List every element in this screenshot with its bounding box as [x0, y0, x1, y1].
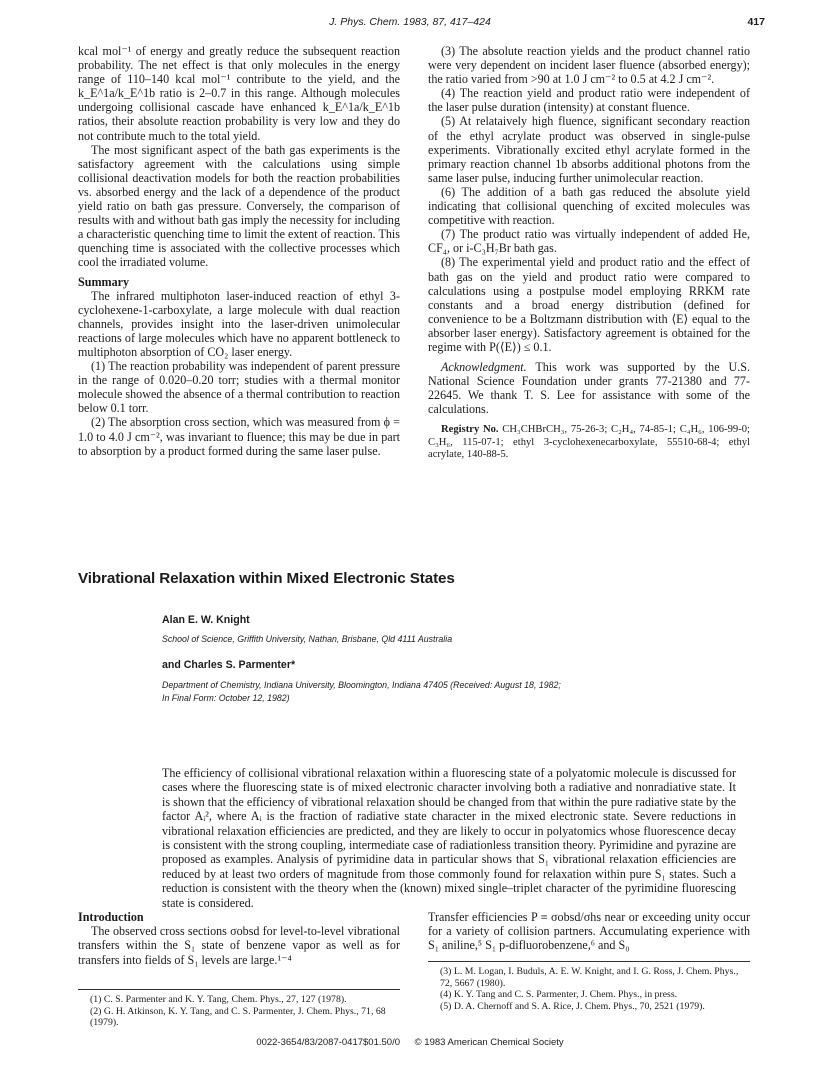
acknowledgment	[428, 360, 750, 416]
affiliation-2-line-2: In Final Form: October 12, 1982)	[162, 693, 290, 703]
paragraph: The most significant aspect of the bath gas experiments is the satisfactory agreement with the calculations using simple collisional deactivation models for both the reaction probabilities vs. absorbed energy and the lack of a dependence of the product yield ratio on bath gas pressure. Conversely, the comparison of results with and without bath gas imply the necessity for including a characteristic quenching time to limit the extent of reaction. This quenching time is associated with the collective processes which cool the irradiated volume.	[78, 142, 400, 270]
right-column	[428, 44, 750, 462]
footer-copyright: © 1983 American Chemical Society	[414, 1037, 564, 1048]
paragraph: (7) The product ratio was virtually independent of added He, CF₄, or i-C₃H₇Br bath gas.	[428, 227, 750, 256]
registry-numbers	[428, 424, 750, 462]
affiliation-1: School of Science, Griffith University, Nathan, Brisbane, Qld 4111 Australia	[162, 634, 453, 644]
left-column	[78, 44, 400, 458]
footnote: (1) C. S. Parmenter and K. Y. Tang, Chem. Phys., 27, 127 (1978).	[90, 994, 347, 1005]
article-title: Vibrational Relaxation within Mixed Electronic States	[78, 570, 455, 587]
introduction-right: Transfer efficiencies P ≡ σobsd/σhs near or exceeding unity occur for a variety of collision partners. Accumulating experience with S₁ aniline,⁵ S₁ p-difluorobenzene,⁶ and S₀	[428, 910, 750, 953]
page-number: 417	[747, 16, 765, 28]
page-footer	[0, 1037, 820, 1048]
author-1: Alan E. W. Knight	[162, 614, 250, 626]
affiliation-2-line-1: Department of Chemistry, Indiana University, Bloomington, Indiana 47405 (Received: August 18, 1982;	[162, 680, 561, 690]
paragraph: (3) The absolute reaction yields and the product channel ratio were very dependent on incident laser fluence (absorbed energy); the ratio varied from >90 at 1.0 J cm⁻² to 0.5 at 4.2 J cm⁻².	[428, 44, 750, 87]
footer-code: 0022-3654/83/2087-0417$01.50/0	[256, 1037, 400, 1048]
paragraph: (8) The experimental yield and product ratio and the effect of bath gas on the yield and product ratio were compared to calculations using a postpulse model employing RRKM rate constants and a broad energy distribution (defined for convenience to be a Boltzmann distribution with ⟨E⟩ equal to the absorber laser energy). Satisfactory agreement is obtained for the regime with P(⟨E⟩) ≤ 0.1.	[428, 255, 750, 354]
author-2: and Charles S. Parmenter*	[162, 659, 296, 671]
paragraph: (5) At relataively high fluence, significant secondary reaction of the ethyl acrylate product was observed in single-pulse experiments. Vibrationally excited ethyl acrylate formed in the primary reaction channel 1b absorbs additional photons from the same laser pulse, inducing further unimolecular reaction.	[428, 114, 750, 185]
paragraph: kcal mol⁻¹ of energy and greatly reduce the subsequent reaction probability. The net effect is that only molecules in the energy range of 110–140 kcal mol⁻¹ contribute to the yield, and the k_E^1a/k_E^1b ratio is 2–0.7 in this range. Although molecules undergoing collisional cascade have enhanced k_E^1a/k_E^1b ratios, their absolute reaction probability is very low and they do not contribute much to the total yield.	[78, 44, 400, 143]
acknowledgment-text: This work was supported by the U.S. National Science Foundation under grants 77-21380 and 77-22645. We thank T. S. Lee for assistance with some of the calculations.	[428, 360, 750, 417]
acknowledgment-label: Acknowledgment.	[441, 360, 527, 375]
paragraph: (6) The addition of a bath gas reduced the absolute yield indicating that collisional quenching of excited molecules was competitive with reaction.	[428, 184, 750, 228]
footnotes-right	[428, 966, 750, 1012]
paragraph: (2) The absorption cross section, which was measured from ϕ = 1.0 to 4.0 J cm⁻², was invariant to fluence; this may be due in part to absorption by a product formed during the same laser pulse.	[78, 415, 400, 458]
footnote: (3) L. M. Logan, I. Buduls, A. E. W. Knight, and I. G. Ross, J. Chem. Phys., 72, 5667 (1980).	[440, 966, 739, 989]
journal-header: J. Phys. Chem. 1983, 87, 417–424	[329, 16, 491, 28]
introduction-heading: Introduction	[78, 910, 144, 924]
introduction-text: The observed cross sections σobsd for level-to-level vibrational transfers within the S₁ state of benzene vapor as well as for transfers into fields of S₁ levels are large.¹⁻⁴	[78, 924, 400, 967]
summary-heading: Summary	[78, 274, 130, 289]
registry-label: Registry No.	[441, 424, 499, 436]
footnote: (4) K. Y. Tang and C. S. Parmenter, J. Chem. Phys., in press.	[440, 989, 678, 1001]
paragraph: (1) The reaction probability was independent of parent pressure in the range of 0.020–0.20 torr; studies with a thermal monitor molecule showed the absence of a thermal contribution to reaction below 0.1 torr.	[78, 359, 400, 416]
footnote-divider-right	[428, 961, 750, 962]
footnote: (2) G. H. Atkinson, K. Y. Tang, and C. S. Parmenter, J. Chem. Phys., 71, 68 (1979).	[90, 1005, 386, 1029]
registry-text: CH₃CHBrCH₃, 75-26-3; C₂H₄, 74-85-1; C₄H₆, 106-99-0; C₃H₆, 115-07-1; ethyl 3-cyclohexenecarboxylate, 55510-68-4; ethyl acrylate, 140-88-5.	[428, 424, 750, 461]
paragraph: (4) The reaction yield and product ratio were independent of the laser pulse duration (intensity) at constant fluence.	[428, 86, 750, 115]
abstract: The efficiency of collisional vibrational relaxation within a fluorescing state of a polyatomic molecule is discussed for cases where the fluorescing state is of mixed electronic character involving both a radiative and nonradiative state. It is shown that the efficiency of vibrational relaxation should be changed from that within the pure radiative state by the factor Aᵢ², where Aᵢ is the fraction of radiative state character in the mixed electronic state. Severe reductions in vibrational relaxation efficiencies are predicted, and they are likely to occur in polyatomics whose fluorescence decay is consistent with the strong coupling, intermediate case of radiationless transition theory. Pyrimidine and pyrazine are proposed as examples. Analysis of pyrimidine data in particular shows that S₁ vibrational relaxation efficiencies are reduced by at least two orders of magnitude from those commonly found for relaxation within pure S₁ states. Such a reduction is consistent with the theory when the (known) mixed single–triplet character of the pyrimidine fluorescing state is considered.	[162, 766, 736, 910]
footnotes-left	[78, 994, 400, 1029]
footnote: (5) D. A. Chernoff and S. A. Rice, J. Chem. Phys., 70, 2521 (1979).	[440, 1000, 705, 1012]
introduction-left	[78, 910, 400, 967]
footnote-divider-left	[78, 989, 400, 990]
paragraph: The infrared multiphoton laser-induced reaction of ethyl 3-cyclohexene-1-carboxylate, a large molecule with dual reaction channels, provides insight into the laser-driven unimolecular reactions of large molecules which have no apparent bottleneck to multiphoton absorption of CO₂ laser energy.	[78, 288, 400, 359]
affiliation-2	[162, 679, 722, 705]
